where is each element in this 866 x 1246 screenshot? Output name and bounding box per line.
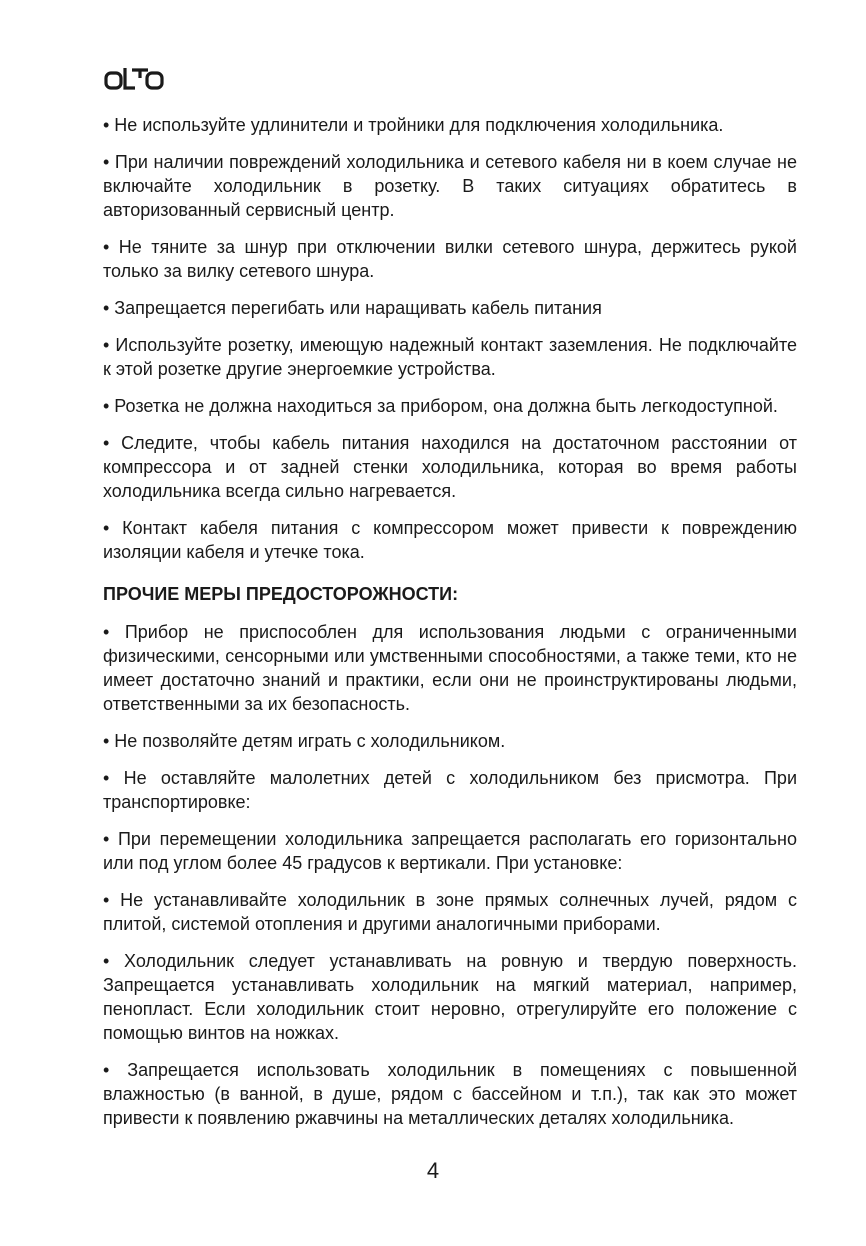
paragraph: • Контакт кабеля питания с компрессором может привести к повреждению изоляции кабеля и утечке тока. xyxy=(103,518,797,562)
paragraph: • Не позволяйте детям играть с холодильником. xyxy=(103,731,506,751)
paragraph: • Используйте розетку, имеющую надежный контакт заземления. Не подключайте к этой розетке другие энергоемкие устройства. xyxy=(103,335,797,379)
paragraph: • При перемещении холодильника запрещается располагать его горизонтально или под углом более 45 градусов к вертикали. При установке: xyxy=(103,829,797,873)
paragraph: • Не используйте удлинители и тройники для подключения холодильника. xyxy=(103,115,724,135)
paragraph: • При наличии повреждений холодильника и сетевого кабеля ни в коем случае не включайте холодильник в розетку. В таких ситуациях обратитесь в авторизованный сервисный центр. xyxy=(103,152,797,220)
paragraph: • Прибор не приспособлен для использования людьми с ограниченными физическими, сенсорными или умственными способностями, а также теми, кто не имеет достаточно знаний и практики, если они не проинструктированы людьми, ответственными за их безопасность. xyxy=(103,622,797,714)
document-body xyxy=(103,113,797,1143)
paragraph: • Запрещается перегибать или наращивать кабель питания xyxy=(103,298,602,318)
olto-logo-icon xyxy=(103,64,169,94)
paragraph: • Не оставляйте малолетних детей с холодильником без присмотра. При транспортировке: xyxy=(103,768,797,812)
page-number: 4 xyxy=(426,1158,440,1183)
paragraph: • Следите, чтобы кабель питания находился на достаточном расстоянии от компрессора и от задней стенки холодильника, которая во время работы холодильника всегда сильно нагревается. xyxy=(103,433,797,501)
paragraph: • Холодильник следует устанавливать на ровную и твердую поверхность. Запрещается устанавливать холодильник на мягкий материал, например, пенопласт. Если холодильник стоит неровно, отрегулируйте его положение с помощью винтов на ножках. xyxy=(103,951,797,1043)
paragraph: • Не устанавливайте холодильник в зоне прямых солнечных лучей, рядом с плитой, системой отопления и другими аналогичными приборами. xyxy=(103,890,797,934)
section-heading: ПРОЧИЕ МЕРЫ ПРЕДОСТОРОЖНОСТИ: xyxy=(103,584,459,604)
brand-logo xyxy=(103,64,169,94)
paragraph: • Не тяните за шнур при отключении вилки сетевого шнура, держитесь рукой только за вилку сетевого шнура. xyxy=(103,237,797,281)
paragraph: • Запрещается использовать холодильник в помещениях с повышенной влажностью (в ванной, в душе, рядом с бассейном и т.п.), так как это может привести к появлению ржавчины на металлических деталях холодильника. xyxy=(103,1060,797,1128)
paragraph: • Розетка не должна находиться за прибором, она должна быть легкодоступной. xyxy=(103,396,778,416)
